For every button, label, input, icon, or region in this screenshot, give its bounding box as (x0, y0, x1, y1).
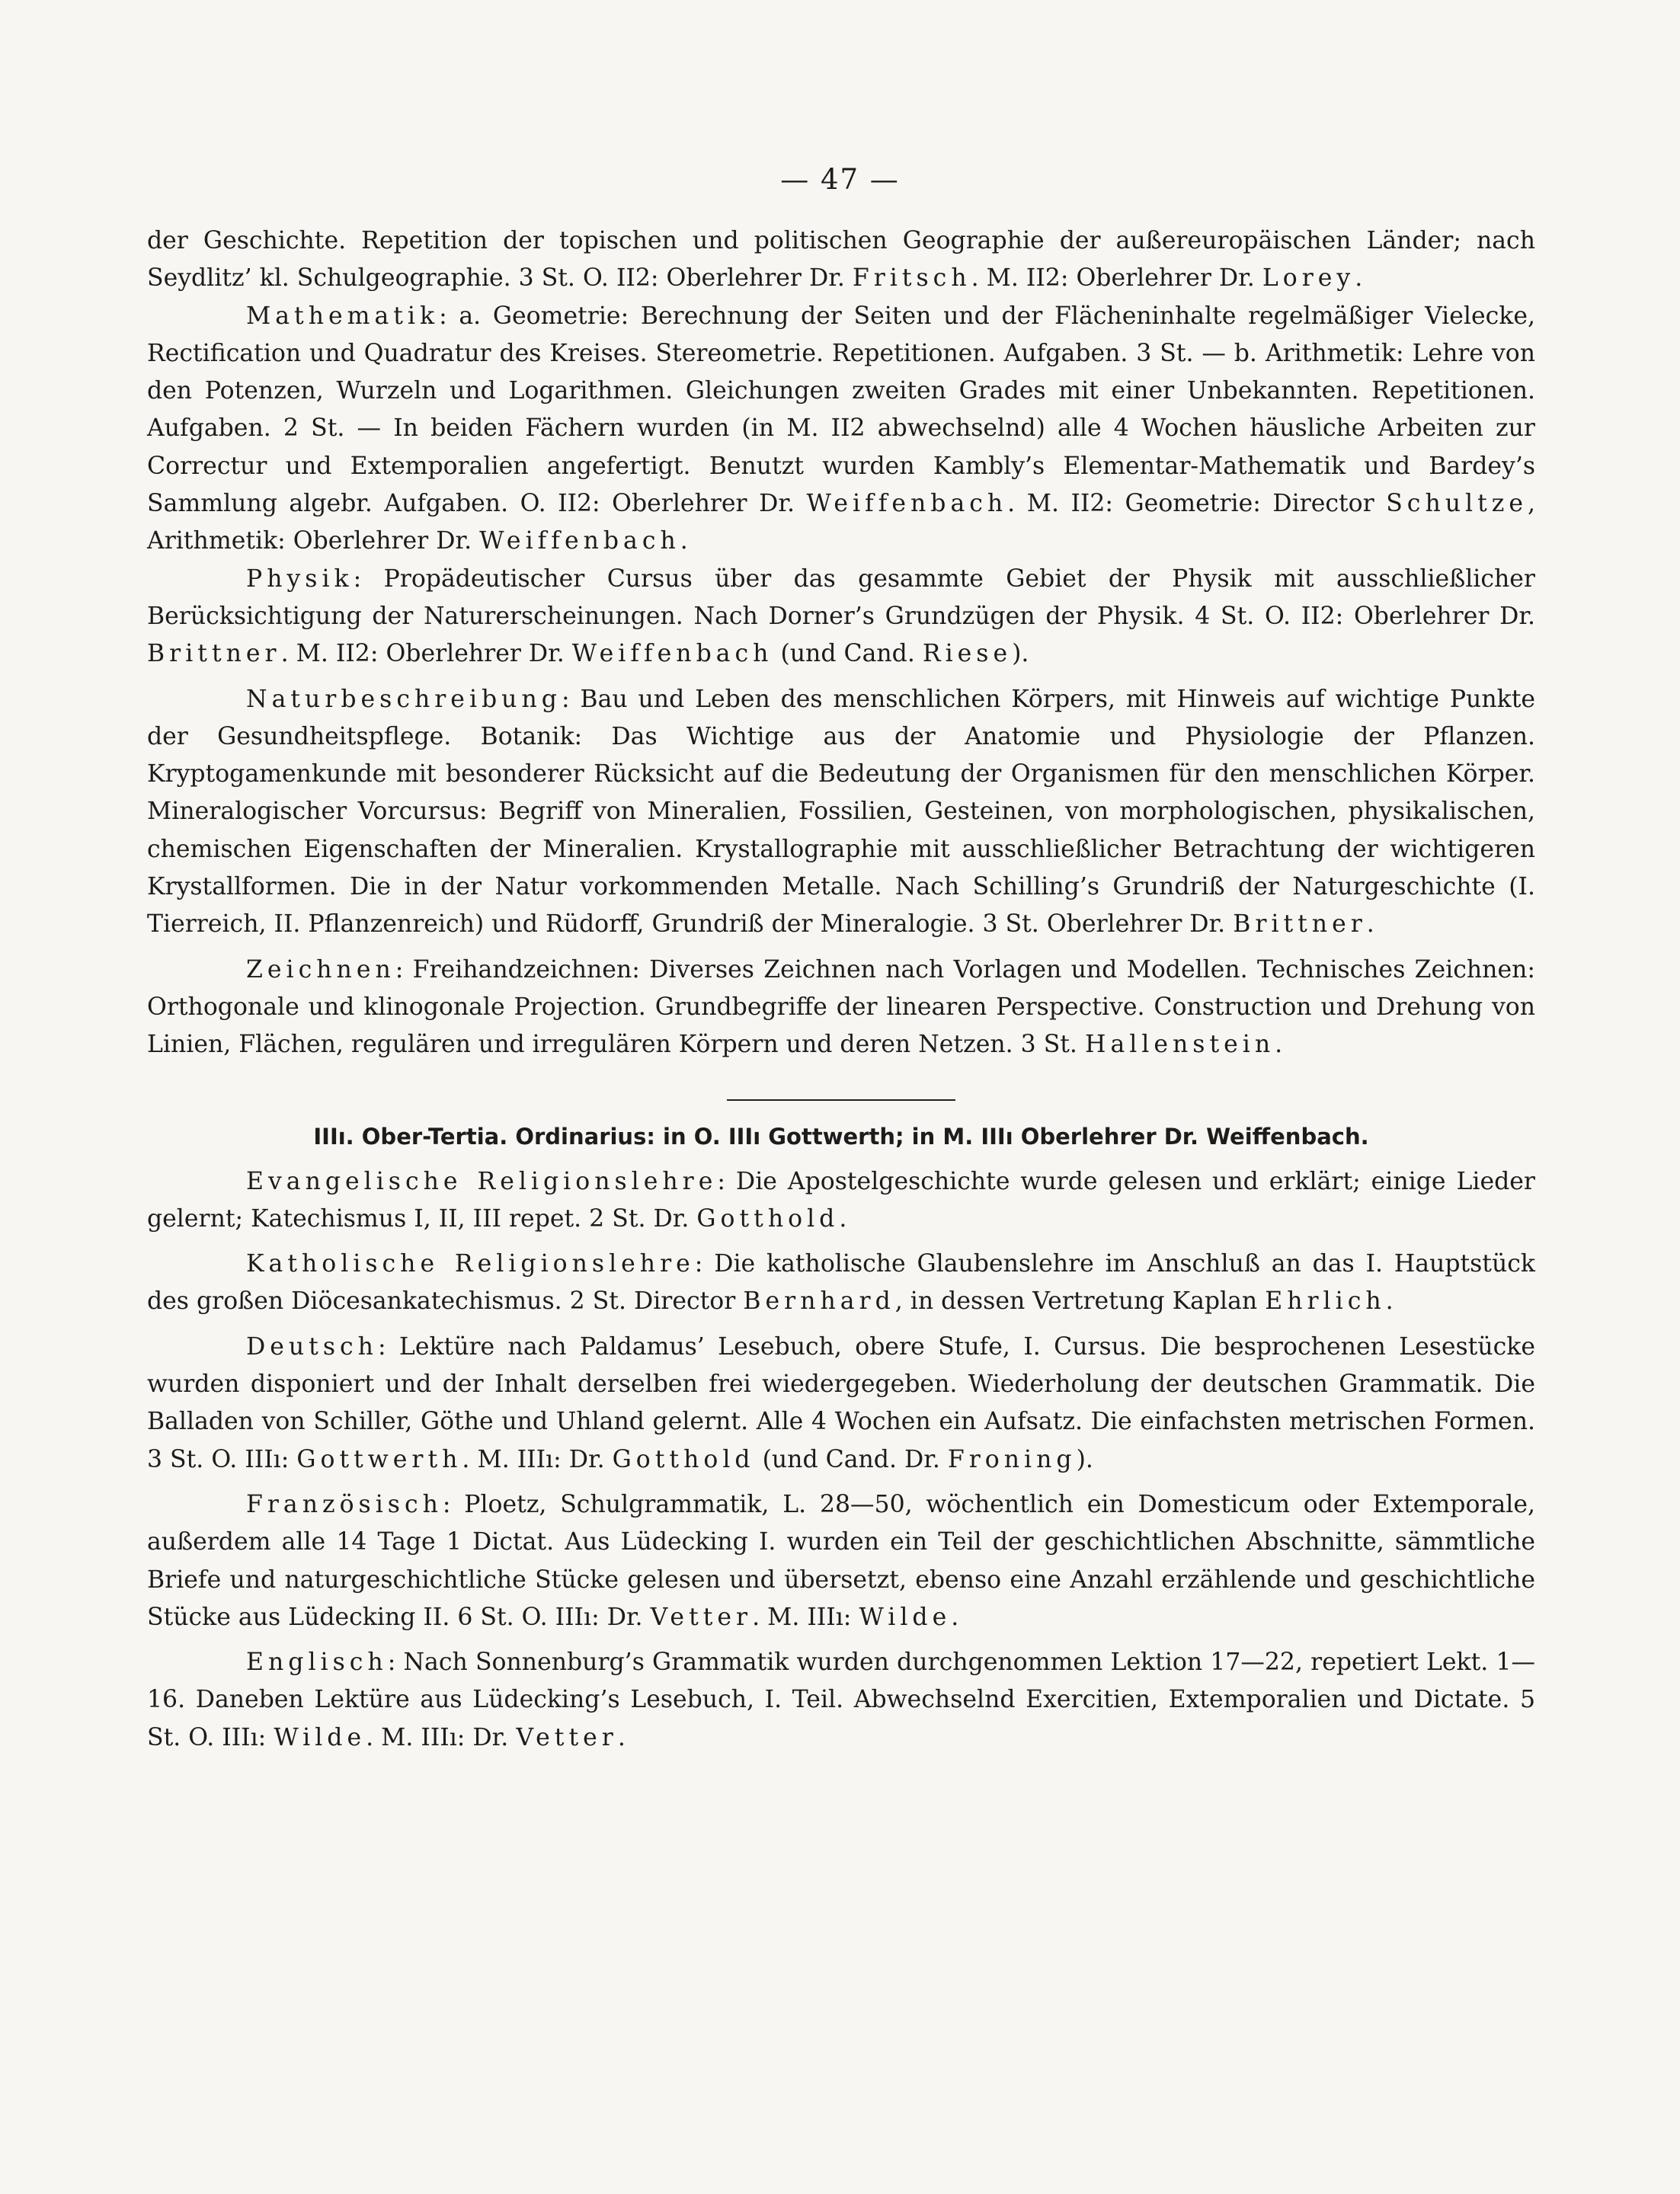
teacher-name: Wilde (274, 1723, 366, 1751)
teacher-name: Gottwerth (296, 1445, 462, 1473)
teacher-name: Hallenstein (1084, 1031, 1275, 1059)
teacher-name: Riese (922, 640, 1013, 668)
subject-label: Naturbeschreibung (246, 685, 562, 713)
text: . M. IIIı: (752, 1603, 859, 1631)
text: . (680, 527, 688, 555)
text: . (1355, 264, 1363, 293)
paragraph-evangelische-religionslehre (147, 1163, 1535, 1239)
subject-label: Physik (246, 564, 354, 593)
text: . M. IIIı: Dr. (366, 1723, 517, 1751)
text: . M. II2: Oberlehrer Dr. (280, 640, 572, 668)
paragraph-englisch (147, 1644, 1535, 1757)
text: : Propädeutischer Cursus über das gesammte Gebiet der Physik mit ausschließlicher Berücksichtigung der Naturerscheinungen. Nach Dorner’s Grundzügen der Physik. 4 St. O. II2: Oberlehrer Dr. (147, 564, 1535, 630)
text: . M. IIIı: Dr. (462, 1445, 613, 1473)
text: : Bau und Leben des menschlichen Körpers, mit Hinweis auf wichtige Punkte der Gesundheitspflege. Botanik: Das Wichtige aus der Anatomie und Physiologie der Pflanzen. Kryptogamenkunde mit besonderer Rücksicht auf die Bedeutung der Organismen für den menschlichen Körper. Mineralogischer Vorcursus: Begriff von Mineralien, Fossilien, Gesteinen, von morphologischen, physikalischen, chemischen Eigenschaften der Mineralien. Krystallographie mit ausschließlicher Betrachtung der wichtigeren Krystallformen. Die in der Natur vorkommenden Metalle. Nach Schilling’s Grundriß der Naturgeschichte (I. Tierreich, II. Pflanzenreich) und Rüdorff, Grundriß der Mineralogie. 3 St. Oberlehrer Dr. (147, 685, 1535, 939)
subject-label: Katholische Religionslehre (246, 1250, 695, 1278)
teacher-name: Froning (947, 1445, 1077, 1473)
teacher-name: Weiffenbach (479, 527, 680, 555)
subject-label: Englisch (246, 1649, 388, 1677)
subject-label: Französisch (246, 1490, 443, 1518)
subject-label: Evangelische Religionslehre (246, 1167, 718, 1195)
subject-label: Mathematik (246, 302, 440, 330)
text: : a. Geometrie: Berechnung der Seiten und der Flächeninhalte regelmäßiger Vielecke, Rectification und Quadratur des Kreises. Stereometrie. Repetitionen. Aufgaben. 3 St. — b. Arithmetik: Lehre von den Potenzen, Wurzeln und Logarithmen. Gleichungen zweiten Grades mit einer Unbekannten. Repetitionen. Aufgaben. 2 St. — In beiden Fächern wurden (in M. II2 abwechselnd) alle 4 Wochen häusliche Arbeiten zur Correctur und Extemporalien angefertigt. Benutzt wurden Kambly’s Elementar-Mathematik und Bardey’s Sammlung algebr. Aufgaben. O. II2: Oberlehrer Dr. (147, 302, 1535, 518)
page-number: — 47 — (780, 163, 900, 196)
teacher-name: Ehrlich (1265, 1287, 1386, 1316)
text: . (1275, 1031, 1283, 1059)
paragraph-zeichnen (147, 951, 1535, 1064)
text: : Nach Sonnenburg’s Grammatik wurden durchgenommen Lektion 17—22, repetiert Lekt. 1—16. Daneben Lektüre aus Lüdecking’s Lesebuch, I. Teil. Abwechselnd Exercitien, Extemporalien und Dictate. 5 St. O. IIIı: (147, 1649, 1535, 1751)
text: . M. II2: Geometrie: Director (1007, 490, 1387, 518)
paragraph-katholische-religionslehre (147, 1246, 1535, 1321)
teacher-name: Brittner (1233, 910, 1367, 939)
section-divider (727, 1099, 955, 1101)
text: . (1385, 1287, 1394, 1316)
teacher-name: Weiffenbach (806, 490, 1008, 518)
section-heading: IIIı. Ober-Tertia. Ordinarius: in O. IIIı Gottwerth; in M. IIIı Oberlehrer Dr. Weiffenbach. (313, 1123, 1369, 1150)
text: der Geschichte. Repetition der topischen und politischen Geographie der außereuropäischen Länder; nach Seydlitz’ kl. Schulgeographie. 3 St. O. II2: Oberlehrer Dr. (147, 227, 1535, 293)
subject-label: Zeichnen (246, 955, 395, 983)
teacher-name: Bernhard (743, 1287, 895, 1316)
teacher-name: Vetter (650, 1603, 753, 1631)
text: . (839, 1204, 847, 1233)
text: . (951, 1603, 959, 1631)
text: : Ploetz, Schulgrammatik, L. 28—50, wöchentlich ein Domesticum oder Extemporale, außerdem alle 14 Tage 1 Dictat. Aus Lüdecking I. wurden ein Teil der geschichtlichen Abschnitte, sämmtliche Briefe und naturgeschichtliche Stücke gelesen und übersetzt, ebenso eine Anzahl erzählende und geschichtliche Stücke aus Lüdecking II. 6 St. O. IIIı: Dr. (147, 1490, 1535, 1631)
text: . M. II2: Oberlehrer Dr. (971, 264, 1262, 293)
text: : Die katholische Glaubenslehre im Anschluß an das I. Hauptstück des großen Diöcesankatechismus. 2 St. Director (147, 1250, 1535, 1316)
text: : Die Apostelgeschichte wurde gelesen und erklärt; einige Lieder gelernt; Katechismus I, II, III repet. 2 St. Dr. (147, 1167, 1535, 1233)
paragraph-geschichte (147, 222, 1535, 298)
text: . (1366, 910, 1374, 939)
body-text (147, 222, 1535, 1757)
text: . (617, 1723, 626, 1751)
text: (und Cand. (773, 640, 923, 668)
subject-label: Deutsch (246, 1332, 378, 1361)
teacher-name: Vetter (516, 1723, 618, 1751)
paragraph-naturbeschreibung (147, 681, 1535, 944)
paragraph-mathematik (147, 298, 1535, 561)
text: , in dessen Vertretung Kaplan (894, 1287, 1266, 1316)
teacher-name: Weiffenbach (571, 640, 773, 668)
paragraph-franzoesisch (147, 1486, 1535, 1636)
teacher-name: Gotthold (696, 1204, 840, 1233)
teacher-name: Brittner (147, 640, 281, 668)
teacher-name: Fritsch (852, 264, 971, 293)
text: : Lektüre nach Paldamus’ Lesebuch, obere Stufe, I. Cursus. Die besprochenen Lesestücke wurden disponiert und der Inhalt derselben frei wiedergegeben. Wiederholung der deutschen Grammatik. Die Balladen von Schiller, Göthe und Uhland gelernt. Alle 4 Wochen ein Aufsatz. Die einfachsten metrischen Formen. 3 St. O. IIIı: (147, 1332, 1535, 1473)
teacher-name: Lorey (1262, 264, 1355, 293)
text: ). (1076, 1445, 1093, 1473)
text: ). (1012, 640, 1029, 668)
text: : Freihandzeichnen: Diverses Zeichnen nach Vorlagen und Modellen. Technisches Zeichnen: Orthogonale und klinogonale Projection. Grundbegriffe der linearen Perspective. Construction und Drehung von Linien, Flächen, regulären und irregulären Körpern und deren Netzen. 3 St. (147, 955, 1535, 1059)
paragraph-physik (147, 561, 1535, 673)
teacher-name: Wilde (859, 1603, 952, 1631)
text: (und Cand. Dr. (754, 1445, 948, 1473)
text: , Arithmetik: Oberlehrer Dr. (147, 490, 1536, 555)
paragraph-deutsch (147, 1329, 1535, 1479)
teacher-name: Gotthold (612, 1445, 755, 1473)
teacher-name: Schultze (1386, 490, 1528, 518)
